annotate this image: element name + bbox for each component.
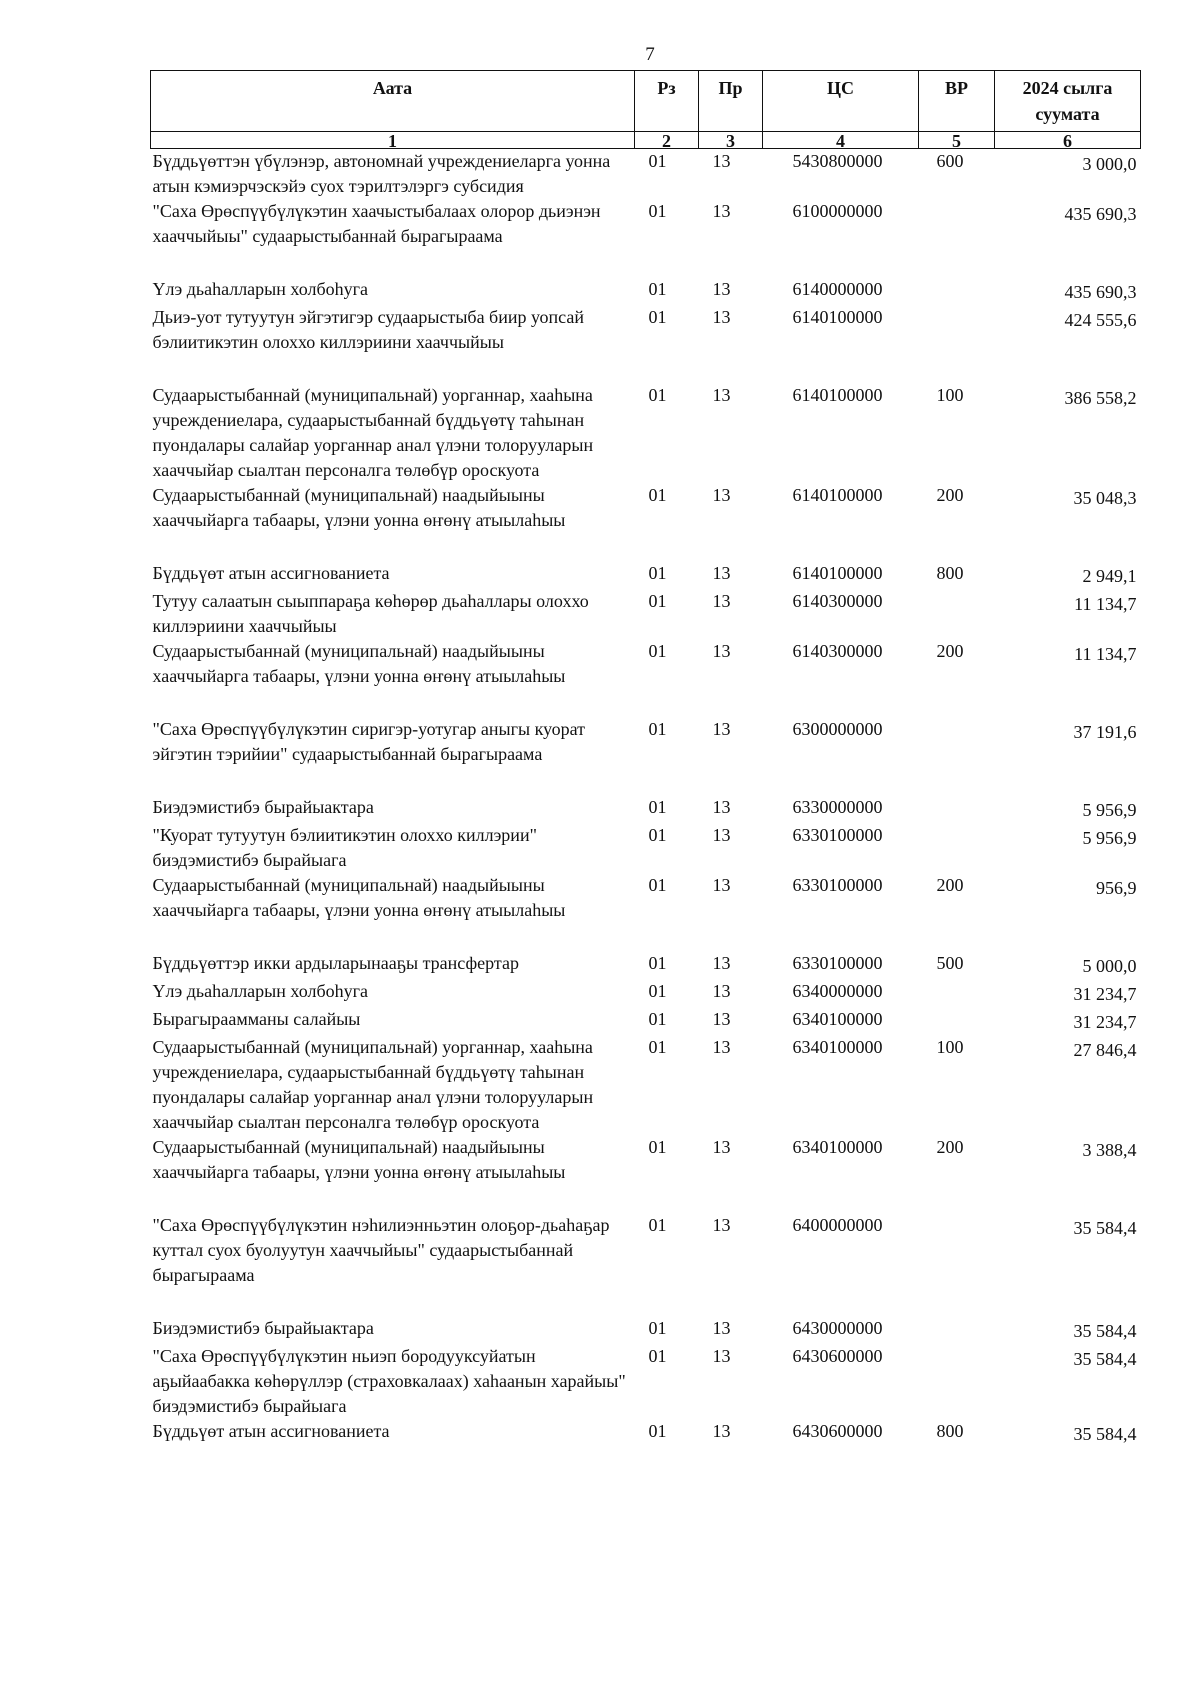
table-row [151,951,1141,979]
cell-pr: 13 [712,1215,731,1236]
cell-name: "Саха Өрөспүүбүлүкэтин нэһилиэнньэтин олоҕор-дьаһаҕар куттал суох буолуутун хааччыйыы" судаарыстыбаннай бырагыраама [152,1215,610,1286]
cell-vr: 200 [936,1137,964,1158]
header-name: Аата [151,71,635,132]
cell-pr: 13 [712,641,731,662]
cell-vr [919,823,995,873]
cell-vr [919,589,995,639]
header-sum: 2024 сылга суумата [995,71,1141,132]
cell-cs: 6330100000 [792,825,883,846]
cell-name: Биэдэмистибэ бырайыактара [152,1318,374,1339]
cell-pr: 13 [712,797,731,818]
table-row [151,589,1141,639]
cell-cs: 6400000000 [792,1215,883,1236]
column-number: 2 [635,132,699,149]
cell-vr: 100 [936,1037,964,1058]
table-row [151,1344,1141,1419]
cell-sum: 5 000,0 [1082,956,1137,977]
cell-rz: 01 [648,385,667,406]
cell-vr [919,717,995,795]
cell-sum: 11 134,7 [1074,594,1137,615]
cell-rz: 01 [648,279,667,300]
cell-sum: 3 388,4 [1082,1140,1137,1161]
cell-rz: 01 [648,1318,667,1339]
cell-cs: 6430600000 [792,1346,883,1367]
column-number: 6 [995,132,1141,149]
cell-sum: 35 584,4 [1073,1349,1137,1370]
cell-sum: 31 234,7 [1073,1012,1137,1033]
table-row [151,1007,1141,1035]
header-pr: Пр [699,71,763,132]
cell-cs: 6430000000 [792,1318,883,1339]
cell-cs: 6140000000 [792,279,883,300]
cell-vr [919,1213,995,1316]
cell-pr: 13 [712,825,731,846]
cell-name: Тутуу салаатын сыыппараҕа көһөрөр дьаһаллары олоххо киллэриини хааччыйыы [152,591,589,637]
cell-pr: 13 [712,875,731,896]
cell-rz: 01 [648,875,667,896]
table-row [151,1316,1141,1344]
cell-vr [919,795,995,823]
cell-pr: 13 [712,1009,731,1030]
column-number: 4 [763,132,919,149]
cell-pr: 13 [712,563,731,584]
cell-vr [919,1344,995,1419]
cell-vr: 800 [936,1421,964,1442]
cell-cs: 5430800000 [792,151,883,172]
cell-rz: 01 [648,563,667,584]
cell-cs: 6140100000 [792,385,883,406]
cell-cs: 6140100000 [792,307,883,328]
page-number: 7 [645,44,655,65]
cell-cs: 6340100000 [792,1009,883,1030]
cell-name: "Саха Өрөспүүбүлүкэтин сиригэр-уотугар аныгы куорат эйгэтин тэрийии" судаарыстыбаннай бырагыраама [152,719,586,765]
cell-cs: 6340100000 [792,1137,883,1158]
cell-rz: 01 [648,1137,667,1158]
cell-rz: 01 [648,981,667,1002]
cell-sum: 435 690,3 [1064,282,1137,303]
cell-rz: 01 [648,953,667,974]
cell-vr: 500 [936,953,964,974]
cell-name: "Саха Өрөспүүбүлүкэтин хаачыстыбалаах олорор дьиэнэн хааччыйыы" судаарыстыбаннай бырагыраама [152,201,601,247]
cell-cs: 6430600000 [792,1421,883,1442]
cell-pr: 13 [712,981,731,1002]
cell-pr: 13 [712,1346,731,1367]
cell-rz: 01 [648,641,667,662]
table-row [151,717,1141,795]
cell-rz: 01 [648,825,667,846]
cell-name: Бырагыраамманы салайыы [152,1009,361,1030]
cell-name: Судаарыстыбаннай (муниципальнай) наадыйыыны хааччыйарга табаары, үлэни уонна өҥөнү атыылаһыы [152,1137,566,1183]
table-body [151,149,1141,1448]
cell-rz: 01 [648,1009,667,1030]
cell-rz: 01 [648,1421,667,1442]
cell-cs: 6140300000 [792,591,883,612]
table-row [151,277,1141,305]
cell-sum: 435 690,3 [1064,204,1137,225]
cell-rz: 01 [648,719,667,740]
cell-pr: 13 [712,1318,731,1339]
cell-pr: 13 [712,1037,731,1058]
cell-sum: 35 584,4 [1073,1218,1137,1239]
cell-rz: 01 [648,151,667,172]
column-number: 3 [699,132,763,149]
cell-pr: 13 [712,307,731,328]
cell-rz: 01 [648,1346,667,1367]
cell-pr: 13 [712,385,731,406]
cell-sum: 11 134,7 [1074,644,1137,665]
header-rz: Рз [635,71,699,132]
cell-vr [919,1316,995,1344]
cell-sum: 31 234,7 [1073,984,1137,1005]
cell-sum: 5 956,9 [1082,800,1137,821]
cell-sum: 35 048,3 [1073,488,1137,509]
cell-cs: 6100000000 [792,201,883,222]
cell-name: Судаарыстыбаннай (муниципальнай) уорганнар, хааһына учреждениелара, судаарыстыбаннай бүддьүөтү таһынан пуондалары салайар уорганнар анал үлэни толорууларын хааччыйар сыалтан персоналга төлөбүр ороскуота [152,385,594,481]
table-row [151,979,1141,1007]
cell-sum: 37 191,6 [1073,722,1137,743]
table-row [151,1035,1141,1135]
cell-sum: 2 949,1 [1082,566,1137,587]
table-row [151,561,1141,589]
cell-pr: 13 [712,591,731,612]
table-row [151,1419,1141,1447]
cell-vr [919,979,995,1007]
table-row [151,383,1141,483]
cell-pr: 13 [712,953,731,974]
cell-vr: 100 [936,385,964,406]
cell-vr: 200 [936,641,964,662]
cell-pr: 13 [712,485,731,506]
table-row [151,483,1141,561]
cell-cs: 6330000000 [792,797,883,818]
cell-rz: 01 [648,591,667,612]
column-number-row [151,132,1141,149]
table-row [151,823,1141,873]
cell-rz: 01 [648,201,667,222]
cell-name: Бүддьүөт атын ассигнованиета [152,563,390,584]
table-row [151,1213,1141,1316]
table-row [151,639,1141,717]
cell-name: Биэдэмистибэ бырайыактара [152,797,374,818]
cell-cs: 6300000000 [792,719,883,740]
cell-cs: 6330100000 [792,953,883,974]
cell-vr [919,277,995,305]
cell-cs: 6140100000 [792,485,883,506]
cell-cs: 6140300000 [792,641,883,662]
cell-name: Судаарыстыбаннай (муниципальнай) наадыйыыны хааччыйарга табаары, үлэни уонна өҥөнү атыылаһыы [152,641,566,687]
table-row [151,873,1141,951]
cell-pr: 13 [712,201,731,222]
table-header-row [151,71,1141,132]
table-row [151,199,1141,277]
cell-vr [919,1007,995,1035]
cell-rz: 01 [648,797,667,818]
cell-name: "Куорат тутуутун бэлиитикэтин олоххо киллэрии" биэдэмистибэ бырайыага [152,825,537,871]
cell-sum: 35 584,4 [1073,1321,1137,1342]
cell-pr: 13 [712,279,731,300]
cell-vr: 200 [936,485,964,506]
cell-cs: 6140100000 [792,563,883,584]
cell-name: Судаарыстыбаннай (муниципальнай) наадыйыыны хааччыйарга табаары, үлэни уонна өҥөнү атыылаһыы [152,485,566,531]
cell-vr: 600 [936,151,964,172]
cell-name: Үлэ дьаһалларын холбоһуга [152,279,368,300]
cell-name: Судаарыстыбаннай (муниципальнай) наадыйыыны хааччыйарга табаары, үлэни уонна өҥөнү атыылаһыы [152,875,566,921]
cell-rz: 01 [648,1215,667,1236]
cell-name: Судаарыстыбаннай (муниципальнай) уорганнар, хааһына учреждениелара, судаарыстыбаннай бүддьүөтү таһынан пуондалары салайар уорганнар анал үлэни толорууларын хааччыйар сыалтан персоналга төлөбүр ороскуота [152,1037,594,1133]
column-number: 1 [151,132,635,149]
cell-name: Бүддьүөттэр икки ардыларынааҕы трансфертар [152,953,519,974]
cell-sum: 3 000,0 [1082,154,1137,175]
cell-vr [919,305,995,383]
cell-name: "Саха Өрөспүүбүлүкэтин ньиэп бородууксуйатын аҕыйаабакка көһөрүллэр (страховкалаах) хаһаанын харайыы" биэдэмистибэ бырайыага [152,1346,626,1417]
cell-pr: 13 [712,1421,731,1442]
cell-sum: 956,9 [1096,878,1137,899]
cell-vr [919,199,995,277]
cell-rz: 01 [648,485,667,506]
table-row [151,795,1141,823]
cell-sum: 5 956,9 [1082,828,1137,849]
cell-vr: 800 [936,563,964,584]
header-vr: ВР [919,71,995,132]
cell-pr: 13 [712,1137,731,1158]
cell-sum: 27 846,4 [1073,1040,1137,1061]
cell-cs: 6340100000 [792,1037,883,1058]
column-number: 5 [919,132,995,149]
table-row [151,305,1141,383]
cell-cs: 6340000000 [792,981,883,1002]
cell-pr: 13 [712,719,731,740]
cell-sum: 386 558,2 [1064,388,1137,409]
cell-rz: 01 [648,1037,667,1058]
budget-table [150,70,1141,1447]
header-cs: ЦС [763,71,919,132]
cell-vr: 200 [936,875,964,896]
cell-name: Бүддьүөттэн үбүлэнэр, автономнай учреждениеларга уонна атын кэмиэрчэскэйэ суох тэрилтэлэргэ субсидия [152,151,611,197]
cell-sum: 35 584,4 [1073,1424,1137,1445]
cell-name: Үлэ дьаһалларын холбоһуга [152,981,368,1002]
cell-name: Дьиэ-уот тутуутун эйгэтигэр судаарыстыба биир уопсай бэлиитикэтин олоххо киллэриини хааччыйыы [152,307,584,353]
cell-name: Бүддьүөт атын ассигнованиета [152,1421,390,1442]
cell-cs: 6330100000 [792,875,883,896]
cell-sum: 424 555,6 [1064,310,1137,331]
cell-pr: 13 [712,151,731,172]
table-row [151,149,1141,200]
cell-rz: 01 [648,307,667,328]
table-row [151,1135,1141,1213]
